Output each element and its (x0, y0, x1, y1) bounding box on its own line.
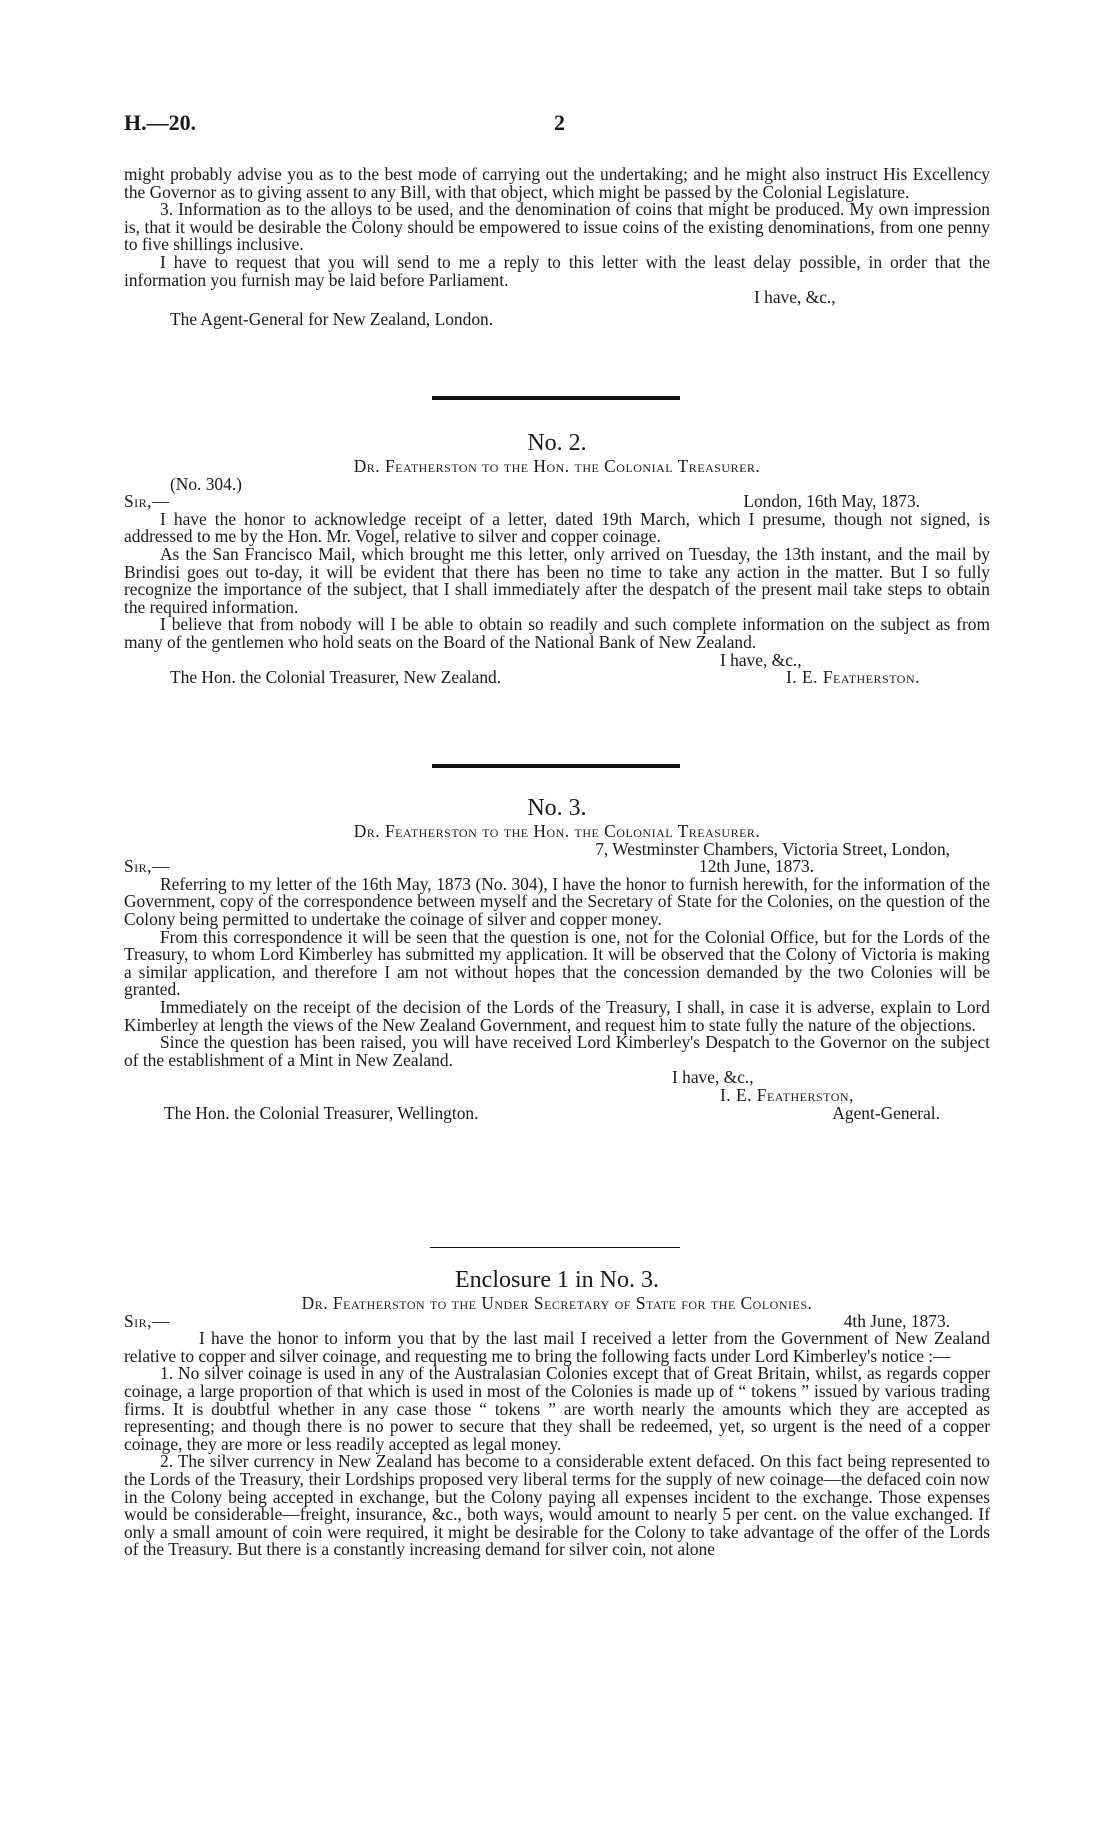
intro-paragraph-2: 3. Information as to the alloys to be used, and the denomination of coins that might be produced. My own impression is, that it would be desirable the Colony should be empowered to issue coins of the existing denominations, from one penny to five shillings inclusive. (124, 199, 990, 255)
enclosure-1-title: Enclosure 1 in No. 3. (455, 1267, 659, 1293)
letter-3-salutation: Sir,— (124, 856, 170, 877)
letter-3-closing: I have, &c., (672, 1067, 754, 1088)
letter-3-title: No. 3. (527, 795, 587, 821)
letter-3-from-to: Dr. Featherston to the Hon. the Colonial Treasurer. (353, 821, 761, 841)
enclosure-1 (124, 1265, 990, 1559)
letter-3-addressee: The Hon. the Colonial Treasurer, Wellington. (164, 1102, 479, 1123)
letter-2-signature: I. E. Featherston. (786, 667, 920, 688)
letter-3-paragraph-4: Since the question has been raised, you will have received Lord Kimberley's Despatch to the Governor on the subject of the establishment of a Mint in New Zealand. (124, 1032, 990, 1070)
letter-2-footer-row (124, 669, 990, 687)
intro-paragraph-1: might probably advise you as to the best mode of carrying out the undertaking; and he might also instruct His Excellency the Governor as to giving assent to any Bill, with that object, which might be passed by the Colonial Legislature. (124, 164, 990, 202)
enclosure-1-paragraph-1: I have the honor to inform you that by the last mail I received a letter from the Government of New Zealand relative to copper and silver coinage, and requesting me to bring the following facts under Lord Kimberley's notice :— (124, 1328, 990, 1366)
letter-2-from-to: Dr. Featherston to the Hon. the Colonial Treasurer. (353, 456, 761, 476)
intro-addressee: The Agent-General for New Zealand, London. (170, 308, 494, 329)
letter-2-salutation: Sir,— (124, 491, 170, 512)
page-number: 2 (554, 110, 565, 135)
section-divider (432, 764, 680, 768)
letter-2-title: No. 2. (527, 430, 587, 456)
letter-3-signature-title: Agent-General. (832, 1102, 940, 1123)
intro-closing: I have, &c., (754, 287, 836, 308)
letter-3-signature: I. E. Featherston, (720, 1084, 854, 1105)
enclosure-1-from-to: Dr. Featherston to the Under Secretary of State for the Colonies. (301, 1293, 813, 1313)
enclosure-1-salutation: Sir,— (124, 1310, 170, 1331)
letter-no-3 (124, 793, 990, 1122)
letter-3-date: 12th June, 1873. (699, 856, 814, 877)
letter-3-paragraph-2: From this correspondence it will be seen that the question is one, not for the Colonial Office, but for the Lords of the Treasury, to whom Lord Kimberley has submitted my application. It will be observed that the Colony of Victoria is making a similar application, and therefore I am not without hopes that the concession demanded by the two Colonies will be granted. (124, 926, 990, 1000)
letter-2-closing: I have, &c., (720, 649, 802, 670)
letter-2-paragraph-3: I believe that from nobody will I be able to obtain so readily and such complete information on the subject as from many of the gentlemen who hold seats on the Board of the National Bank of New Zealand. (124, 614, 990, 652)
intro-section (124, 166, 990, 328)
intro-paragraph-3: I have to request that you will send to me a reply to this letter with the least delay possible, in order that the information you furnish may be laid before Parliament. (124, 251, 990, 290)
letter-2-addressee: The Hon. the Colonial Treasurer, New Zealand. (170, 667, 502, 688)
letter-3-footer-row (124, 1102, 990, 1123)
letter-3-paragraph-1: Referring to my letter of the 16th May, 1873 (No. 304), I have the honor to furnish herewith, for the information of the Government, copy of the correspondence between myself and the Secretary of State for the Colonies, on the question of the Colony being permitted to undertake the coinage of silver and copper money. (124, 873, 990, 929)
letter-2-paragraph-2: As the San Francisco Mail, which brought me this letter, only arrived on Tuesday, the 13th instant, and the mail by Brindisi goes out to-day, it will be evident that there has been no time to take any action in the matter. But I so fully recognize the importance of the subject, that I shall immediately after the despatch of the present mail take steps to obtain the required information. (124, 543, 990, 617)
enclosure-1-paragraph-3: 2. The silver currency in New Zealand has become to a considerable extent defaced. On this fact being represented to the Lords of the Treasury, their Lordships proposed very liberal terms for the supply of new coinage—the defaced coin now in the Colony being accepted in exchange, but the Colony paying all expenses incident to the exchange. Those expenses would be considerable—freight, insurance, &c., both ways, would amount to nearly 5 per cent. on the value exchanged. If only a small amount of coin were required, it might be desirable for the Colony to take advantage of the offer of the Lords of the Treasury. But there is a constantly increasing demand for silver coin, not alone (124, 1451, 990, 1560)
section-divider (432, 396, 680, 400)
section-divider (430, 1247, 680, 1248)
letter-3-address: 7, Westminster Chambers, Victoria Street, London, (595, 838, 950, 859)
page-header (124, 110, 990, 144)
letter-2-place-date: London, 16th May, 1873. (743, 491, 920, 512)
enclosure-1-date: 4th June, 1873. (843, 1310, 950, 1331)
letter-no-2 (124, 428, 990, 687)
enclosure-1-paragraph-2: 1. No silver coinage is used in any of the Australasian Colonies except that of Great Britain, whilst, as regards copper coinage, a large proportion of that which is used in most of the Colonies is made up of “ tokens ” issued by various trading firms. It is doubtful whether in any case those “ tokens ” are worth nearly the amounts which they are accepted as representing; and though there is no power to secure that they shall be redeemed, yet, so urgent is the need of a copper coinage, they are more or less readily accepted as legal money. (124, 1363, 990, 1454)
document-reference: H.—20. (124, 110, 197, 135)
letter-2-reference: (No. 304.) (170, 473, 242, 494)
letter-2-paragraph-1: I have the honor to acknowledge receipt of a letter, dated 19th March, which I presume, though not signed, is addressed to me by the Hon. Mr. Vogel, relative to silver and copper coinage. (124, 508, 990, 547)
letter-3-paragraph-3: Immediately on the receipt of the decision of the Lords of the Treasury, I shall, in case it is adverse, explain to Lord Kimberley at length the views of the New Zealand Government, and request him to state fully the nature of the objections. (124, 996, 990, 1035)
